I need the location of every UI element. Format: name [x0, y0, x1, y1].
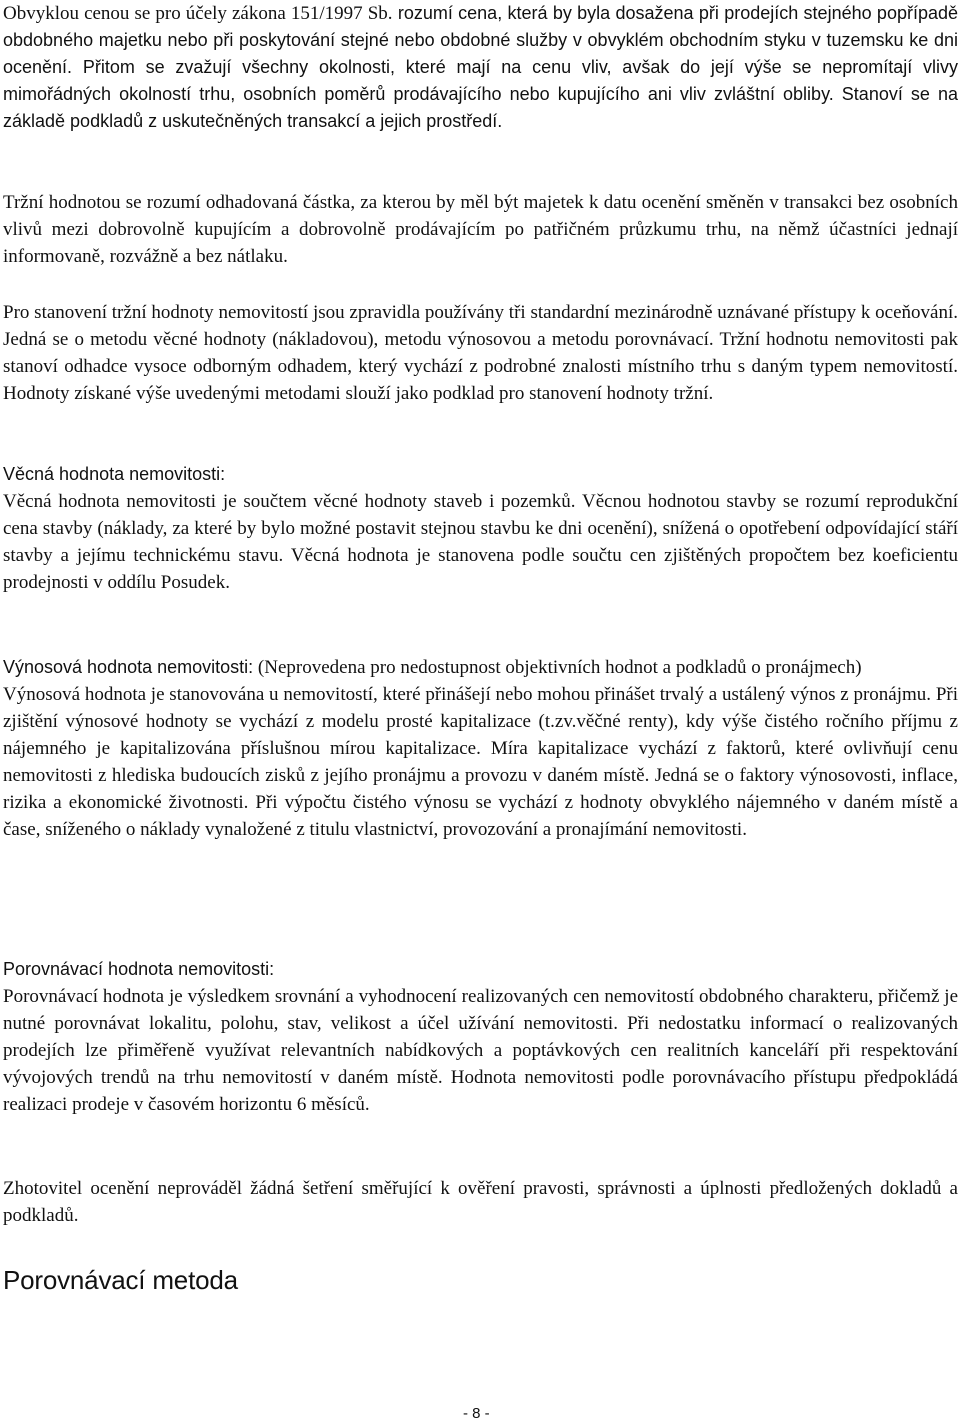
- section-porovnavaci-hodnota: [3, 956, 958, 1118]
- vecna-hodnota-text: Věcná hodnota nemovitosti je součtem věcné hodnoty staveb i pozemků. Věcnou hodnotou stavby se rozumí reprodukční cena stavby (náklady, za které by bylo možné postavit stejnou stavbu ke dni ocenění), snížená o opotřebení odpovídající stáří stavby a jejímu technickému stavu. Věcná hodnota je stanovena podle součtu cen zjištěných propočtem bez koeficientu prodejnosti v oddílu Posudek.: [3, 491, 958, 593]
- obvykla-cena-circumstances: Přitom se zvažují všechny okolnosti, které mají na cenu vliv, avšak do její výše se nepromítají vlivy mimořádných okolností trhu, osobních poměrů prodávajícího nebo kupujícího ani vliv zvláštní obliby. Stanoví se na základě podkladů z uskutečněných transakcí a jejich prostředí.: [3, 57, 958, 131]
- vynosova-hodnota-heading-line: [3, 654, 958, 681]
- section-vecna-hodnota: [3, 461, 958, 596]
- vynosova-hodnota-heading: Výnosová hodnota nemovitosti:: [3, 657, 254, 677]
- paragraph-pristupy-oceneni: Pro stanovení tržní hodnoty nemovitostí jsou zpravidla používány tři standardní mezinárodně uznávané přístupy k oceňování. Jedná se o metodu věcné hodnoty (nákladovou), metodu výnosovou a metodu porovnávací. Tržní hodnotu nemovitosti pak stanoví odhadce vysoce odborným odhadem, který vychází z podrobné znalosti místního trhu s daným typem nemovitostí. Hodnoty získané výše uvedenými metodami slouží jako podklad pro stanovení hodnoty tržní.: [3, 302, 958, 404]
- vecna-hodnota-heading: Věcná hodnota nemovitosti:: [3, 464, 226, 484]
- section-vynosova-hodnota: [3, 654, 958, 843]
- porovnavaci-hodnota-text: Porovnávací hodnota je výsledkem srovnání a vyhodnocení realizovaných cen nemovitostí obdobného charakteru, přičemž je nutné porovnávat lokalitu, polohu, stav, velikost a účel užívání nemovitosti. Při nedostatku informací o realizovaných prodejích lze přiměřeně využívat relevantních nabídkových a poptávkových cen realitních kanceláří při respektování vývojových trendů na trhu nemovitostí v daném místě. Hodnota nemovitosti podle porovnávacího přístupu předpokládá realizaci prodeje v časovém horizontu 6 měsíců.: [3, 986, 958, 1115]
- page-number: - 8 -: [463, 1405, 490, 1422]
- section-heading-porovnavaci-metoda: Porovnávací metoda: [3, 1265, 238, 1295]
- vynosova-hodnota-note: (Neprovedena pro nedostupnost objektivních hodnot a podkladů o pronájmech): [253, 657, 862, 678]
- paragraph-obvykla-cena: [3, 0, 958, 135]
- vynosova-hodnota-text: Výnosová hodnota je stanovována u nemovitostí, které přinášejí nebo mohou přinášet trvalý a ustálený výnos z pronájmu. Při zjištění výnosové hodnoty se vychází z modelu prosté kapitalizace (t.zv.věčné renty), kdy výše čistého ročního příjmu z nájemného je kapitalizována příslušnou mírou kapitalizace. Míra kapitalizace vychází z faktorů, které ovlivňují cenu nemovitosti z hlediska budoucích zisků z jejího pronájmu a provozu v daném místě. Jedná se o faktory výnosovosti, inflace, rizika a ekonomické životnosti. Při výpočtu čistého výnosu se vychází z hodnoty obvyklého nájemného v daném místě a čase, sníženého o náklady vynaložené z titulu vlastnictví, provozování a pronajímání nemovitosti.: [3, 684, 958, 840]
- paragraph-trzni-hodnota: Tržní hodnotou se rozumí odhadovaná částka, za kterou by měl být majetek k datu ocenění směněn v transakci bez osobních vlivů mezi dobrovolně kupujícím a dobrovolně prodávajícím po patřičném průzkumu trhu, na němž účastníci jednají informovaně, rozvážně a bez nátlaku.: [3, 192, 958, 267]
- obvykla-cena-lead: Obvyklou cenou se pro účely zákona 151/1997 Sb.: [3, 3, 393, 24]
- paragraph-zhotovitel: Zhotovitel ocenění neprováděl žádná šetření směřující k ověření pravosti, správnosti a úplnosti předložených dokladů a podkladů.: [3, 1178, 958, 1226]
- porovnavaci-hodnota-heading: Porovnávací hodnota nemovitosti:: [3, 959, 275, 979]
- obvykla-cena-definition: rozumí cena, která by byla dosažena při prodejích stejného popřípadě obdobného majetku nebo při poskytování stejné nebo obdobné služby v obvyklém obchodním styku v tuzemsku ke dni ocenění.: [3, 3, 959, 77]
